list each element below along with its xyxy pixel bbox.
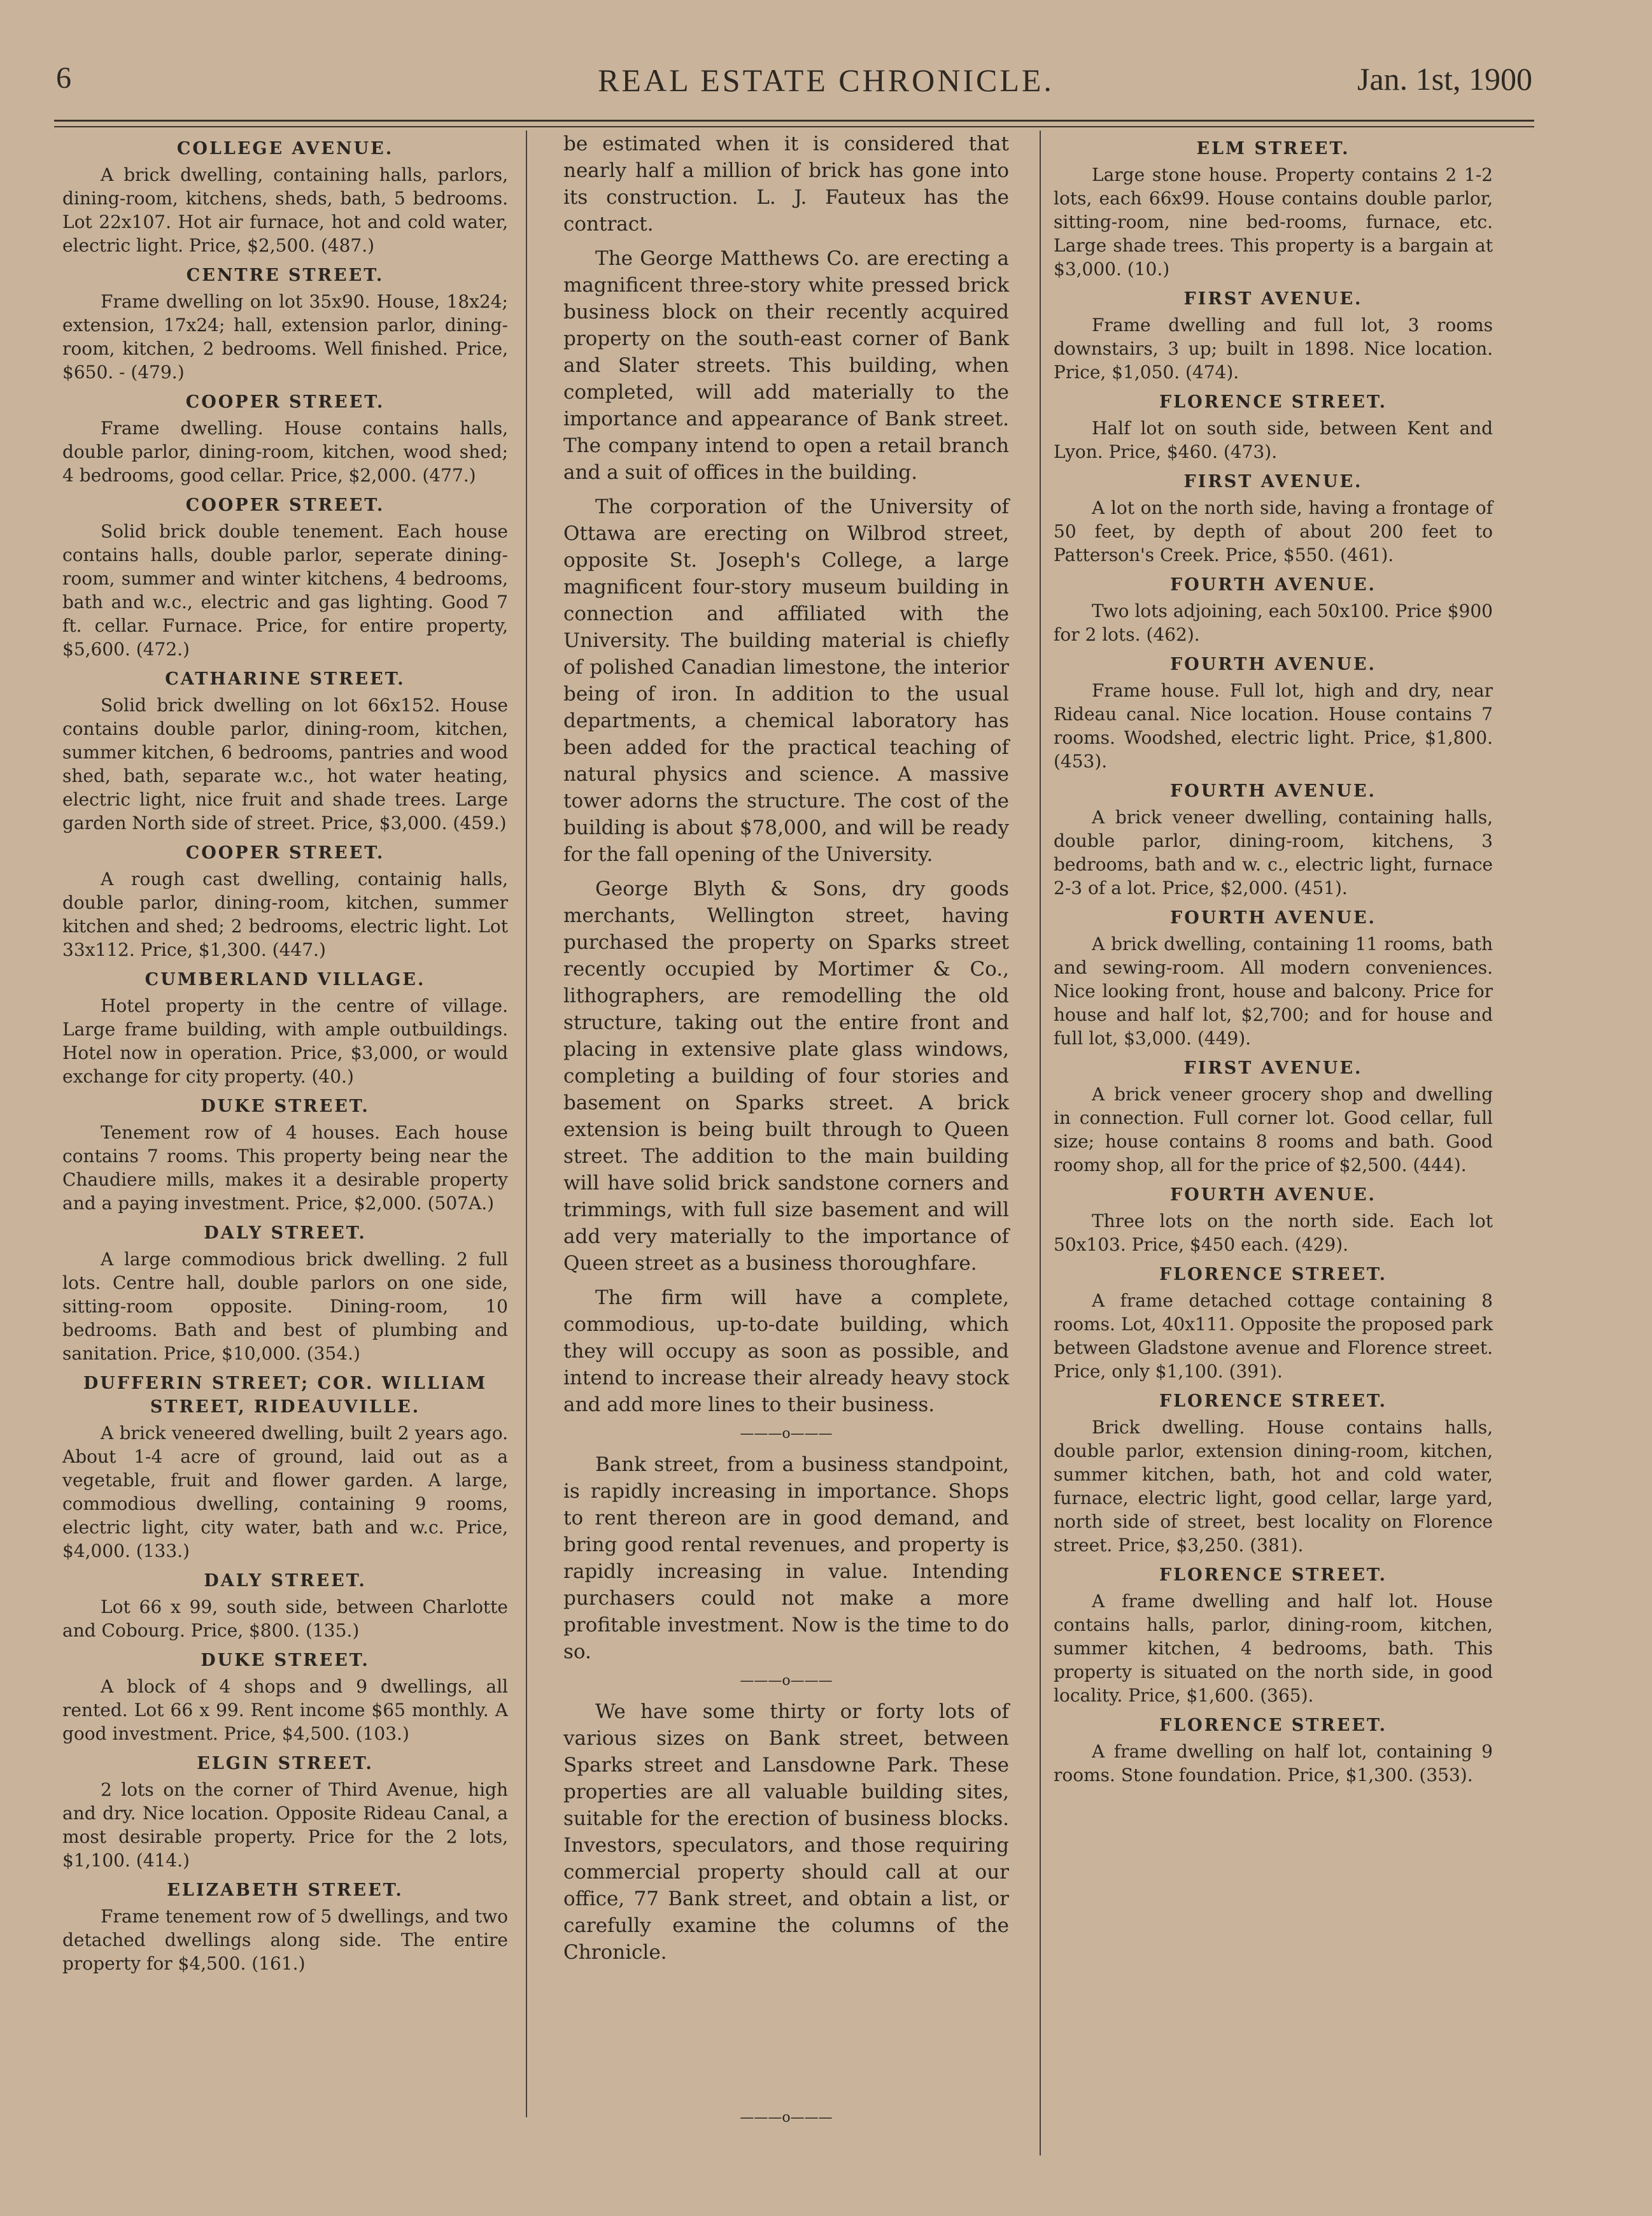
listing-text: Frame dwelling on lot 35x90. House, 18x24; extension, 17x24; hall, extension parlor, dining-room, kitchen, 2 bedrooms. Well finished. Price, $650. - (479.) <box>62 291 508 383</box>
news-paragraph: be estimated when it is considered that nearly half a million of brick has gone into its construction. L. J. Fauteux has the contract. <box>563 132 1009 236</box>
listing-heading: DALY STREET. <box>204 1571 367 1591</box>
listing-heading: FLORENCE STREET. <box>1159 1565 1388 1585</box>
listing-text: A frame dwelling on half lot, containing 9 rooms. Stone foundation. Price, $1,300. (353). <box>1054 1741 1493 1786</box>
listing <box>62 968 508 1088</box>
page-number: 6 <box>56 61 71 95</box>
listing-heading: FIRST AVENUE. <box>1183 472 1363 492</box>
end-separator <box>563 2110 1009 2126</box>
listing <box>1054 1056 1493 1177</box>
listing-heading: FOURTH AVENUE. <box>1170 655 1376 674</box>
listing-heading: FLORENCE STREET. <box>1159 392 1388 412</box>
listing <box>62 1752 508 1872</box>
listing-text: A frame dwelling and half lot. House contains halls, parlor, dining-room, kitchen, summer kitchen, 4 bedrooms, bath. This property is situated on the north side, in good locality. Price, $1,600. (365). <box>1054 1591 1493 1706</box>
listing-text: Frame tenement row of 5 dwellings, and two detached dwellings along side. The entire property for $4,500. (161.) <box>62 1906 508 1974</box>
listing-heading: FOURTH AVENUE. <box>1170 908 1376 928</box>
listing-text: Hotel property in the centre of village. Large frame building, with ample outbuildings. Hotel now in operation. Price, $3,000, or would exchange for city property. (40.) <box>62 995 508 1087</box>
listing <box>1054 779 1493 900</box>
section-separator <box>563 1426 1009 1442</box>
listing-text: Large stone house. Property contains 2 1-2 lots, each 66x99. House contains double parlor, sitting-room, nine bed-rooms, furnace, etc. Large shade trees. This property is a bargain at $3,000. (10.) <box>1054 164 1493 280</box>
header-rule <box>54 120 1534 122</box>
listing-text: Frame house. Full lot, high and dry, near Rideau canal. Nice location. House contains 7 rooms. Woodshed, electric light. Price, $1,800. (453). <box>1054 680 1493 772</box>
listing <box>1054 1183 1493 1256</box>
listing-heading: CATHARINE STREET. <box>165 669 406 689</box>
listing-text: Lot 66 x 99, south side, between Charlotte and Cobourg. Price, $800. (135.) <box>62 1596 508 1641</box>
listing-heading: FLORENCE STREET. <box>1159 1391 1388 1411</box>
masthead-title: REAL ESTATE CHRONICLE. <box>598 62 1054 98</box>
separator-glyph: ———o——— <box>740 2110 833 2126</box>
listing-heading: ELGIN STREET. <box>197 1754 374 1773</box>
listing <box>1054 287 1493 384</box>
listing-text: A brick dwelling, containing 11 rooms, bath and sewing-room. All modern conveniences. Nice looking front, house and balcony. Price for house and half lot, $2,700; and for house and full lot, $3,000. (449). <box>1054 934 1493 1049</box>
listing-text: A lot on the north side, having a frontage of 50 feet, by depth of about 200 feet to Patterson's Creek. Price, $550. (461). <box>1054 497 1493 565</box>
listing <box>62 1221 508 1365</box>
listing <box>1054 1714 1493 1787</box>
header-rule-thin <box>54 126 1534 127</box>
listing-text: Frame dwelling. House contains halls, double parlor, dining-room, kitchen, wood shed; 4 bedrooms, good cellar. Price, $2,000. (477.) <box>62 418 508 486</box>
news-paragraph: The corporation of the University of Ottawa are erecting on Wilbrod street, opposite St. Joseph's College, a large magnificent four-story museum building in connection and affiliated with the University. The building material is chiefly of polished Canadian limestone, the interior being of iron. In addition to the usual departments, a chemical laboratory has been added for the practical teaching of natural physics and science. A massive tower adorns the structure. The cost of the building is about $78,000, and will be ready for the fall opening of the University. <box>563 495 1009 866</box>
listing-text: Three lots on the north side. Each lot 50x103. Price, $450 each. (429). <box>1054 1211 1493 1255</box>
column-divider <box>526 131 527 2117</box>
listing-heading: FLORENCE STREET. <box>1159 1265 1388 1284</box>
listing-heading: COOPER STREET. <box>185 392 385 412</box>
listing-text: Frame dwelling and full lot, 3 rooms downstairs, 3 up; built in 1898. Nice location. Price, $1,050. (474). <box>1054 315 1493 383</box>
news-paragraph: The firm will have a complete, commodious, up-to-date building, which they will occupy as soon as possible, and intend to increase their already heavy stock and add more lines to their business. <box>563 1286 1009 1416</box>
listing <box>62 137 508 257</box>
listing-heading: DALY STREET. <box>204 1223 367 1243</box>
listing <box>62 1095 508 1215</box>
listing <box>62 1372 508 1563</box>
listing-text: Two lots adjoining, each 50x100. Price $900 for 2 lots. (462). <box>1054 600 1493 645</box>
listing-text: A frame detached cottage containing 8 rooms. Lot, 40x111. Opposite the proposed park between Gladstone avenue and Florence street. Price, only $1,100. (391). <box>1054 1290 1493 1382</box>
listing <box>62 1649 508 1745</box>
listing <box>62 1569 508 1642</box>
listing <box>62 667 508 835</box>
listing-heading: ELM STREET. <box>1196 139 1350 159</box>
listing <box>1054 653 1493 773</box>
listing-text: Half lot on south side, between Kent and Lyon. Price, $460. (473). <box>1054 418 1493 462</box>
separator-glyph: ———o——— <box>740 1673 833 1689</box>
listing-text: Solid brick double tenement. Each house contains halls, double parlor, seperate dining-room, summer and winter kitchens, 4 bedrooms, bath and w.c., electric and gas lighting. Good 7 ft. cellar. Furnace. Price, for entire property, $5,600. (472.) <box>62 521 508 660</box>
listing-heading: ELIZABETH STREET. <box>167 1880 404 1900</box>
listing-text: Tenement row of 4 houses. Each house contains 7 rooms. This property being near the Chaudiere mills, makes it a desirable property and a paying investment. Price, $2,000. (507A.) <box>62 1122 508 1214</box>
listing <box>1054 137 1493 281</box>
listing-text: A block of 4 shops and 9 dwellings, all rented. Lot 66 x 99. Rent income $65 monthly. A good investment. Price, $4,500. (103.) <box>62 1676 508 1744</box>
listing <box>62 494 508 661</box>
listing <box>62 841 508 962</box>
listing-heading: CENTRE STREET. <box>186 266 385 285</box>
column-middle-news <box>563 131 1009 1973</box>
listing <box>1054 1263 1493 1383</box>
listing-heading: FOURTH AVENUE. <box>1170 1185 1376 1205</box>
listing <box>62 390 508 487</box>
listing-heading: FOURTH AVENUE. <box>1170 781 1376 801</box>
listing <box>1054 1563 1493 1707</box>
listing-text: Solid brick dwelling on lot 66x152. House contains double parlor, dining-room, kitchen, summer kitchen, 6 bedrooms, pantries and wood shed, bath, separate w.c., hot water heating, electric light, nice fruit and shade trees. Large garden North side of street. Price, $3,000. (459.) <box>62 695 508 834</box>
listing <box>1054 573 1493 646</box>
news-paragraph: George Blyth & Sons, dry goods merchants, Wellington street, having purchased the property on Sparks street recently occupied by Mortimer & Co., lithographers, are remodelling the old structure, taking out the entire front and placing in extensive plate glass windows, completing a building of four stories and basement on Sparks street. A brick extension is being built through to Queen street. The addition to the main building will have solid brick sandstone corners and trimmings, with full size basement and will add very materially to the importance of Queen street as a business thoroughfare. <box>563 877 1009 1275</box>
issue-date: Jan. 1st, 1900 <box>1357 61 1532 97</box>
news-paragraph: Bank street, from a business standpoint, is rapidly increasing in importance. Shops to rent thereon are in good demand, and bring good rental revenues, and property is rapidly increasing in value. Intending purchasers could not make a more profitable investment. Now is the time to do so. <box>563 1453 1009 1663</box>
listing <box>1054 470 1493 567</box>
listing <box>62 1879 508 1975</box>
listing-heading: DUKE STREET. <box>201 1651 370 1670</box>
listing-text: A brick veneer grocery shop and dwelling in connection. Full corner lot. Good cellar, full size; house contains 8 rooms and bath. Good roomy shop, all for the price of $2,500. (444). <box>1054 1084 1493 1175</box>
listing-heading: FLORENCE STREET. <box>1159 1715 1388 1735</box>
listing <box>1054 906 1493 1050</box>
listing-heading: COLLEGE AVENUE. <box>176 139 394 159</box>
listing-text: A large commodious brick dwelling. 2 full lots. Centre hall, double parlors on one side, sitting-room opposite. Dining-room, 10 bedrooms. Bath and best of plumbing and sanitation. Price, $10,000. (354.) <box>62 1249 508 1364</box>
listing-heading: FIRST AVENUE. <box>1183 1058 1363 1078</box>
listing-heading: DUFFERIN STREET; COR. WILLIAM STREET, RIDEAUVILLE. <box>83 1374 488 1417</box>
listing-heading: FOURTH AVENUE. <box>1170 575 1376 595</box>
section-separator <box>563 1673 1009 1689</box>
separator-glyph: ———o——— <box>740 1426 833 1442</box>
listing-text: Brick dwelling. House contains halls, double parlor, extension dining-room, kitchen, summer kitchen, bath, hot and cold water, furnace, electric light, good cellar, large yard, north side of street, best locality on Florence street. Price, $3,250. (381). <box>1054 1417 1493 1556</box>
news-paragraph: We have some thirty or forty lots of various sizes on Bank street, between Sparks street and Lansdowne Park. These properties are all valuable building sites, suitable for the erection of business blocks. Investors, speculators, and those requiring commercial property should call at our office, 77 Bank street, and obtain a list, or carefully examine the columns of the Chronicle. <box>563 1700 1009 1964</box>
listing-heading: CUMBERLAND VILLAGE. <box>145 970 426 990</box>
news-paragraph: The George Matthews Co. are erecting a magnificent three-story white pressed brick business block on their recently acquired property on the south-east corner of Bank and Slater streets. This building, when completed, will add materially to the importance and appearance of Bank street. The company intend to open a retail branch and a suit of offices in the building. <box>563 247 1009 484</box>
column-right-listings <box>1054 131 1493 1787</box>
listing-heading: COOPER STREET. <box>185 843 385 863</box>
listing-heading: COOPER STREET. <box>185 495 385 515</box>
listing-text: A brick veneered dwelling, built 2 years ago. About 1-4 acre of ground, laid out as a vegetable, fruit and flower garden. A large, commodious dwelling, containing 9 rooms, electric light, city water, bath and w.c. Price, $4,000. (133.) <box>62 1423 508 1561</box>
listing-text: A rough cast dwelling, containig halls, double parlor, dining-room, kitchen, summer kitchen and shed; 2 bedrooms, electric light. Lot 33x112. Price, $1,300. (447.) <box>62 869 508 960</box>
listing <box>1054 1389 1493 1557</box>
listing <box>1054 390 1493 464</box>
column-left-listings <box>62 131 508 1975</box>
listing <box>62 264 508 384</box>
listing-text: 2 lots on the corner of Third Avenue, high and dry. Nice location. Opposite Rideau Canal, a most desirable property. Price for the 2 lots, $1,100. (414.) <box>62 1779 508 1871</box>
listing-heading: FIRST AVENUE. <box>1183 289 1363 309</box>
listing-heading: DUKE STREET. <box>201 1097 370 1116</box>
listing-text: A brick dwelling, containing halls, parlors, dining-room, kitchens, sheds, bath, 5 bedrooms. Lot 22x107. Hot air furnace, hot and cold water, electric light. Price, $2,500. (487.) <box>62 164 508 256</box>
listing-text: A brick veneer dwelling, containing halls, double parlor, dining-room, kitchens, 3 bedrooms, bath and w. c., electric light, furnace 2-3 of a lot. Price, $2,000. (451). <box>1054 807 1493 898</box>
column-divider <box>1040 131 1041 2156</box>
